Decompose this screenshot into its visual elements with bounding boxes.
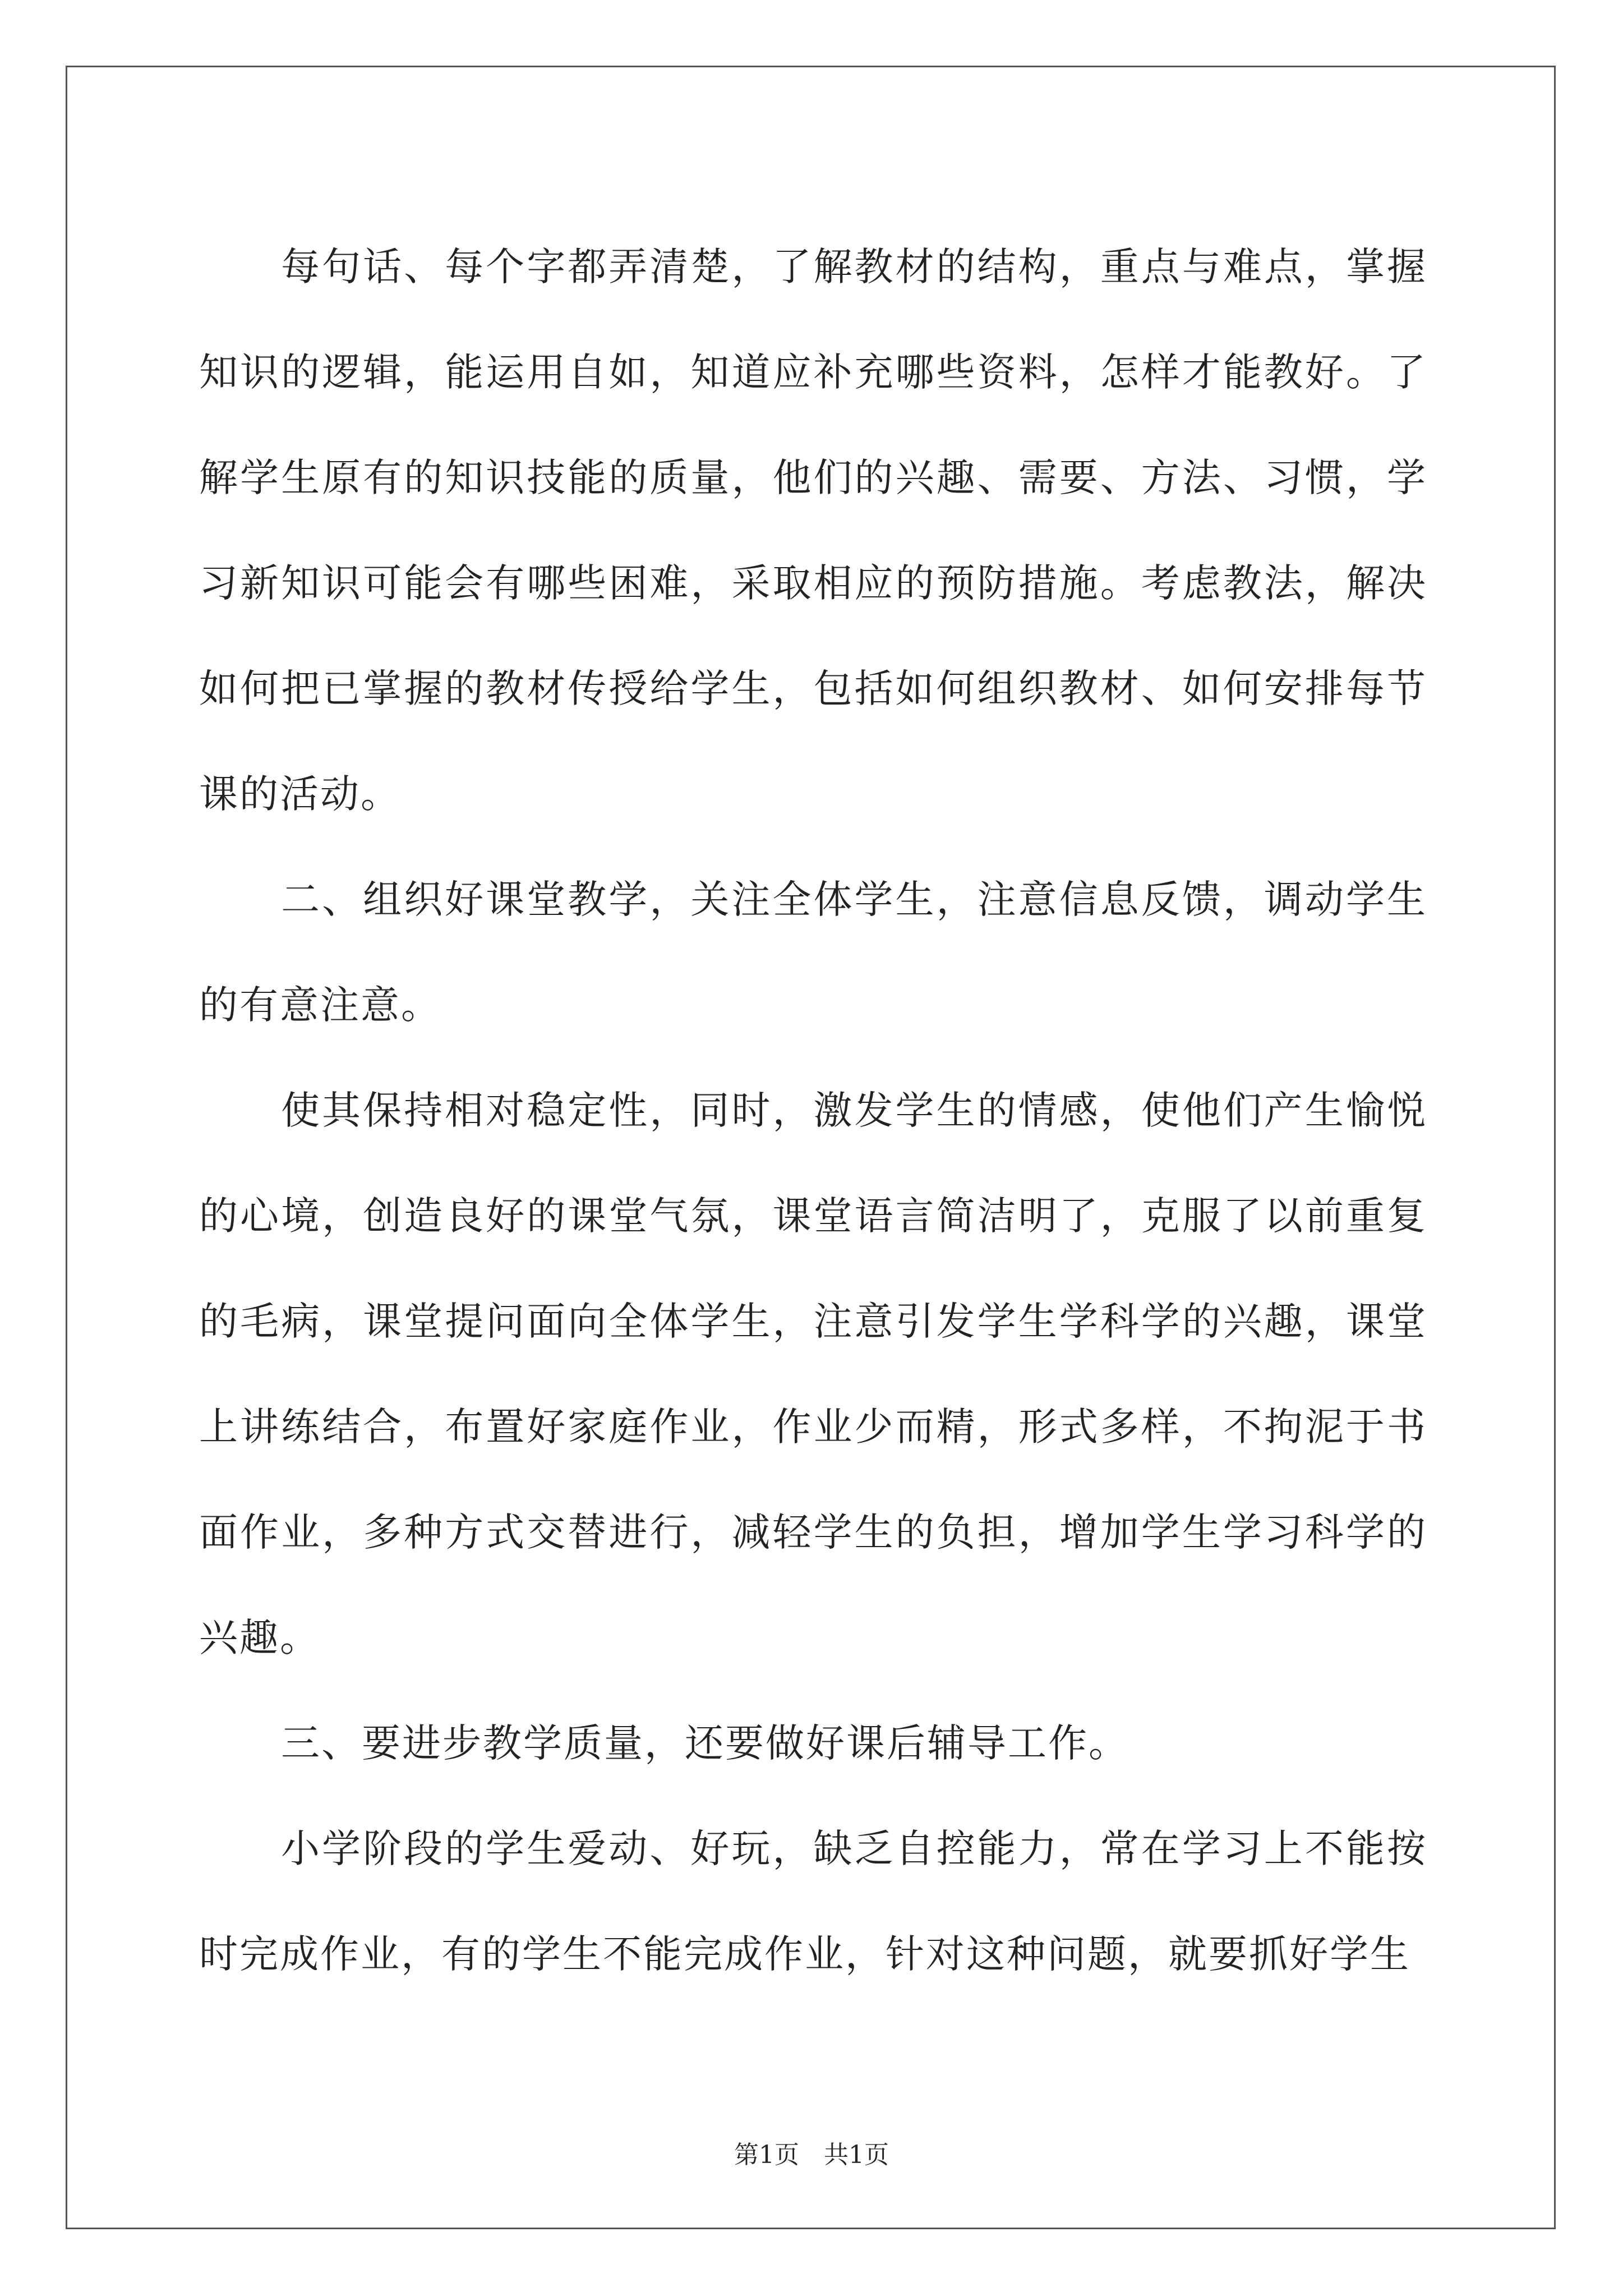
document-body: [199, 214, 1427, 2007]
page-number-footer: 第1页 共1页: [734, 2141, 889, 2169]
paragraph-1: 每句话、每个字都弄清楚，了解教材的结构，重点与难点，掌握知识的逻辑，能运用自如，知道应补充哪些资料，怎样才能教好。了解学生原有的知识技能的质量，他们的兴趣、需要、方法、习惯，学习新知识可能会有哪些困难，采取相应的预防措施。考虑教法，解决如何把已掌握的教材传授给学生，包括如何组织教材、如何安排每节课的活动。: [199, 245, 1427, 817]
paragraph-4: 三、要进步教学质量，还要做好课后辅导工作。: [281, 1721, 1129, 1766]
paragraph-5: 小学阶段的学生爱动、好玩，缺乏自控能力，常在学习上不能按时完成作业，有的学生不能完成作业，针对这种问题，就要抓好学生: [199, 1826, 1427, 1977]
paragraph-3: 使其保持相对稳定性，同时，激发学生的情感，使他们产生愉悦的心境，创造良好的课堂气氛，课堂语言简洁明了，克服了以前重复的毛病，课堂提问面向全体学生，注意引发学生学科学的兴趣，课堂上讲练结合，布置好家庭作业，作业少而精，形式多样，不拘泥于书面作业，多种方式交替进行，减轻学生的负担，增加学生学习科学的兴趣。: [199, 1088, 1427, 1660]
paragraph-2: 二、组织好课堂教学，关注全体学生，注意信息反馈，调动学生的有意注意。: [199, 877, 1427, 1028]
